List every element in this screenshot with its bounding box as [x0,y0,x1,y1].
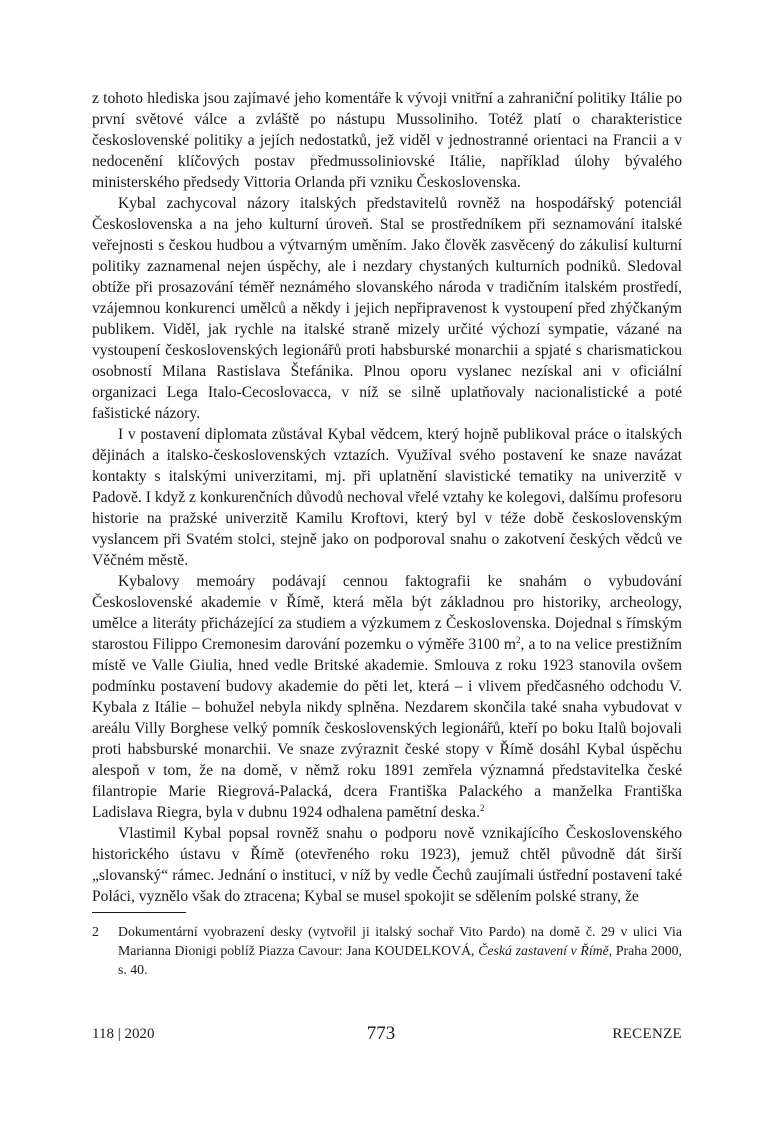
journal-issue: 118 | 2020 [92,1026,155,1042]
footnote-book-title: Česká zastavení v Římě [478,943,609,958]
paragraph-2: Kybal zachycoval názory italských představitelů rovněž na hospodářský potenciál Československa a na jeho kulturní úroveň. Stal se prostředníkem při seznamování italské veřejnosti s českou hudbou a výtvarným uměním. Jako člověk zasvěcený do zákulisí kulturní politiky zaznamenal nejen úspěchy, ale i nezdary chystaných kulturních podniků. Sledoval obtíže při prosazování téměř neznámého slovanského národa v tradičním italském prostředí, vzájemnou konkurenci umělců a někdy i jejich nepřipravenost k vystoupení před zhýčkaným publikem. Viděl, jak rychle na italské straně mizely určité výchozí sympatie, vázané na vystoupení československých legionářů proti habsburské monarchii a spjaté s charismatickou osobností Milana Rastislava Štefánika. Plnou oporu vyslanec nezískal ani v oficiální organizaci Lega Italo-Cecoslovacca, v níž se silně uplatňovaly nacionalistické a poté fašistické názory. [92,195,682,422]
paragraph-1: z tohoto hlediska jsou zajímavé jeho komentáře k vývoji vnitřní a zahraniční politiky Itálie po první světové válce a zvláště po nástupu Mussoliniho. Totéž platí o charakteristice československé politiky a jejích nedostatků, jež viděl v jednostranné orientaci na Francii a v nedocenění klíčových postav předmussoliniovské Itálie, například úlohy bývalého ministerského předsedy Vittoria Orlanda při vzniku Československa. [92,90,682,191]
footnote-number: 2 [92,924,99,939]
superscript-square: 2 [515,634,521,645]
footnote-text-part-a: Dokumentární vyobrazení desky (vytvořil ji italský sochař Vito Pardo) na domě č. 29 v ulici Via Marianna Dionigi poblíž Piazza Cavour: Jana KOUDELKOVÁ, [118,924,682,958]
paragraph-4-part-b: , a to na velice prestižním místě ve Valle Giulia, hned vedle Britské akademie. Smlouva z roku 1923 stanovila ovšem podmínku postavení budovy akademie do pěti let, která – i vlivem předčasného odchodu V. Kybala z Itálie – bohužel nebyla nikdy splněna. Nezdarem skončila také snaha vybudovat v areálu Villy Borghese velký pomník československých legionářů, kteří po boku Italů bojovali proti habsburské monarchii. Ve snaze zvýraznit české stopy v Římě dosáhl Kybal úspěchu alespoň v tom, že na domě, v němž roku 1891 zemřela významná představitelka české filantropie Marie Riegrová-Palacká, dcera Františka Palackého a manželka Františka Ladislava Riegra, byla v dubnu 1924 odhalena pamětní deska. [92,636,682,821]
paragraph-4-part-a: Kybalovy memoáry podávají cennou faktografii ke snahám o vybudování Československé akademie v Římě, která měla být základnou pro historiky, archeology, umělce a literáty přicházející za studiem a výzkumem z Československa. Dojednal s římským starostou Filippo Cremonesim darování pozemku o výměře 3100 m [92,573,682,653]
paragraph-5: Vlastimil Kybal popsal rovněž snahu o podporu nově vznikajícího Československého historického ústavu v Římě (otevřeného roku 1923), jemuž chtěl původně dát širší „slovanský“ rámec. Jednání o instituci, v níž by vedle Čechů zaujímali ústřední postavení také Poláci, vyznělo však do ztracena; Kybal se musel spokojit se sdělením polské strany, že [92,825,682,905]
main-text [92,88,682,907]
footnote-reference: 2 [480,802,485,813]
footnote-divider [92,912,186,913]
footnote [92,922,682,979]
footnote-text-part-b: , Praha 2000, s. 40. [118,943,682,977]
paragraph-4 [92,571,682,823]
paragraph-3: I v postavení diplomata zůstával Kybal vědcem, který hojně publikoval práce o italských dějinách a italsko-československých vztazích. Využíval svého postavení ke snaze navázat kontakty s italskými univerzitami, mj. při uplatnění slavistické tematiky na univerzitě v Padově. I když z konkurenčních důvodů nechoval vřelé vztahy ke kolegovi, dalšímu profesoru historie na pražské univerzitě Kamilu Kroftovi, který byl v téže době československým vyslancem při Svatém stolci, stejně jako on podporoval snahu o zakotvení českých vědců ve Věčném městě. [92,426,682,569]
footnote-text [118,922,682,979]
section-name: RECENZE [612,1026,682,1042]
page-number: 773 [366,1023,396,1044]
